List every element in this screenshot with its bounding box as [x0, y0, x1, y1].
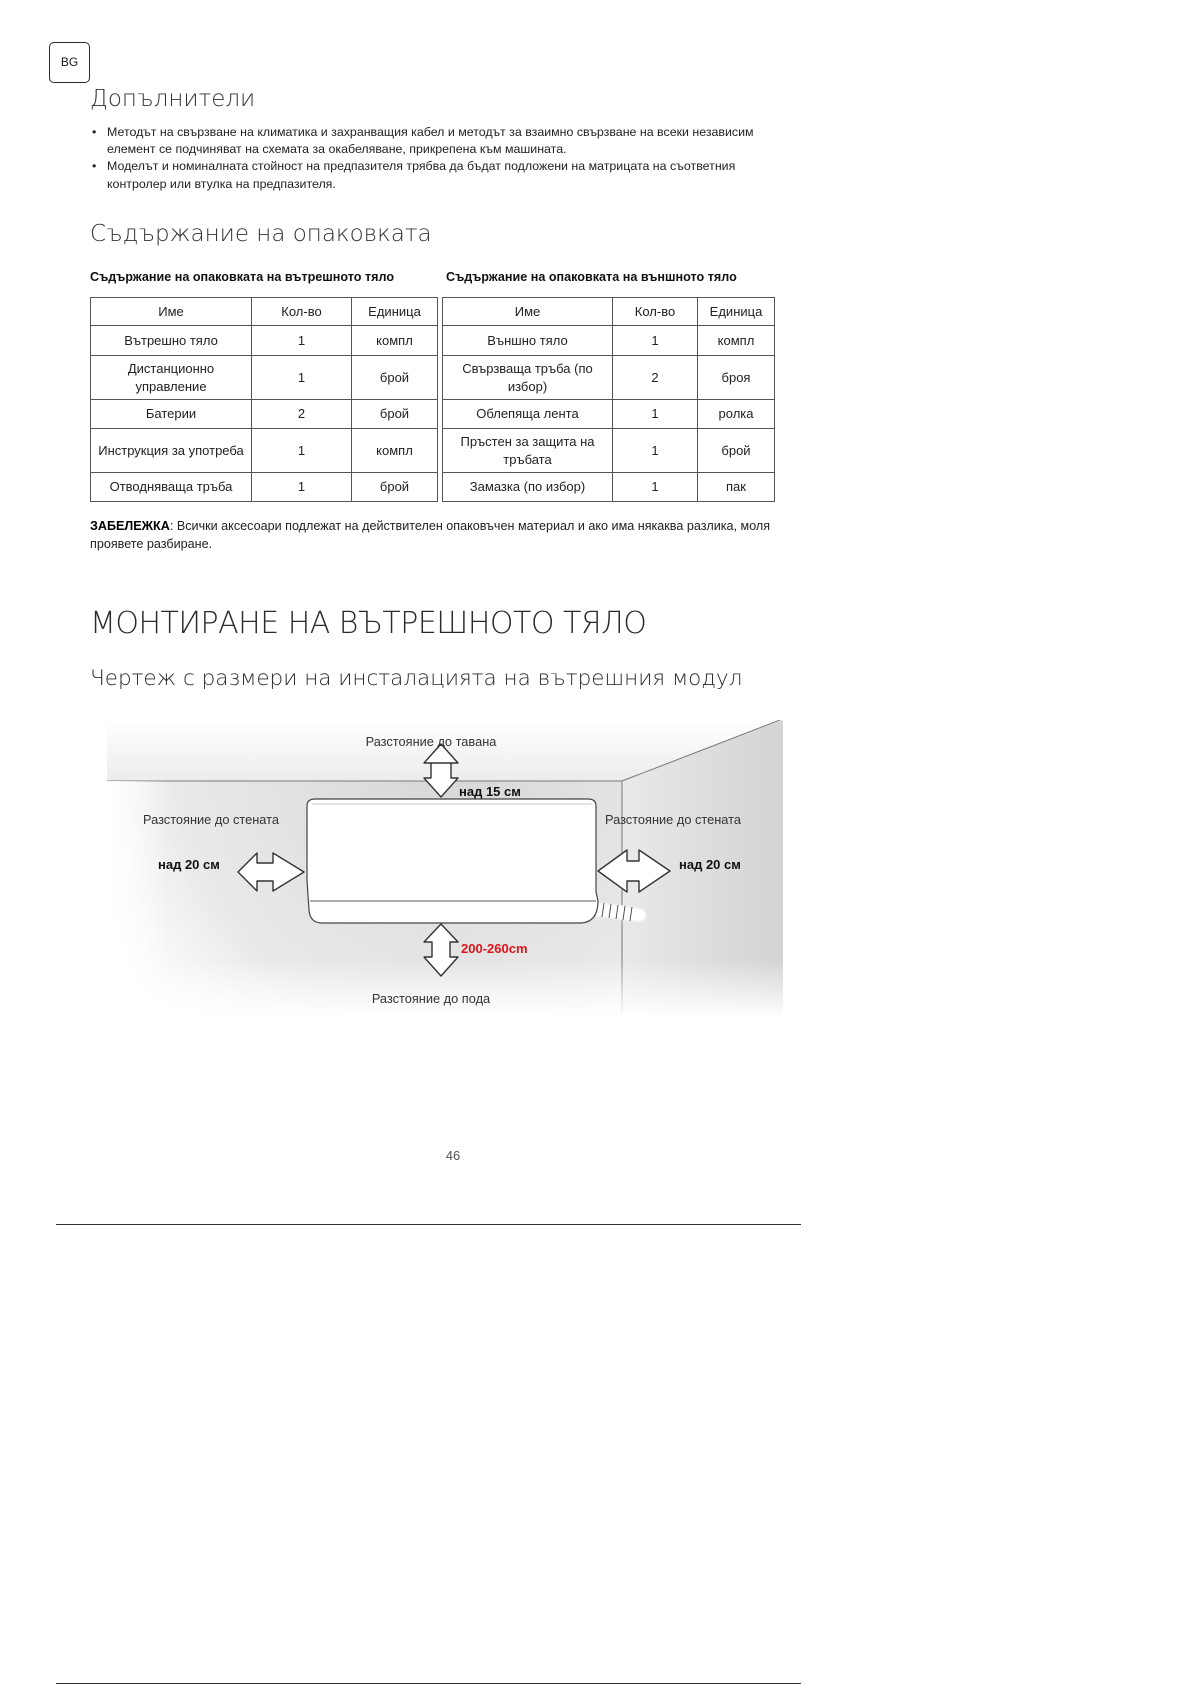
right-wall-distance-value: над 20 см — [679, 857, 741, 872]
item-name: Инструкция за употреба — [91, 429, 252, 473]
ceiling-distance-value: над 15 см — [459, 784, 521, 799]
item-unit: компл — [352, 326, 438, 356]
column-header: Кол-во — [252, 298, 352, 326]
column-header: Кол-во — [613, 298, 698, 326]
item-unit: брой — [352, 356, 438, 400]
item-name: Вътрешно тяло — [91, 326, 252, 356]
item-name: Отводняваща тръба — [91, 473, 252, 502]
item-quantity: 1 — [252, 473, 352, 502]
table-row — [443, 356, 775, 400]
left-wall-distance-value: над 20 см — [158, 857, 220, 872]
item-quantity: 1 — [252, 356, 352, 400]
item-quantity: 1 — [613, 429, 698, 473]
indoor-package-table — [90, 297, 438, 502]
language-badge: BG — [49, 42, 90, 83]
table-row — [443, 400, 775, 429]
item-name: Облепяща лента — [443, 400, 613, 429]
item-quantity: 2 — [613, 356, 698, 400]
table-header-row — [91, 298, 438, 326]
item-unit: компл — [352, 429, 438, 473]
note-label: ЗАБЕЛЕЖКА — [90, 519, 170, 533]
item-name: Замазка (по избор) — [443, 473, 613, 502]
floor-distance-label: Разстояние до пода — [371, 991, 491, 1006]
installation-subtitle: Чертеж с размери на инсталацията на вътрешния модул — [90, 666, 743, 691]
page-number: 46 — [445, 1148, 461, 1163]
extras-bullet: • Методът на свързване на климатика и захранващия кабел и методът за взаимно свързване на всеки независим елемент се подчиняват на схемата за окабеляване, прикрепена към машината. — [92, 124, 792, 158]
ceiling-distance-label: Разстояние до тавана — [365, 734, 497, 749]
item-quantity: 1 — [252, 429, 352, 473]
item-unit: брой — [352, 400, 438, 429]
outdoor-table-caption: Съдържание на опаковката на външното тяло — [446, 270, 737, 284]
item-unit: компл — [698, 326, 775, 356]
item-quantity: 1 — [613, 473, 698, 502]
item-unit: пак — [698, 473, 775, 502]
item-name: Дистанционно управление — [91, 356, 252, 400]
item-name: Батерии — [91, 400, 252, 429]
table-row — [91, 429, 438, 473]
table-row — [443, 473, 775, 502]
item-name: Свързваща тръба (по избор) — [443, 356, 613, 400]
indoor-table-caption: Съдържание на опаковката на вътрешното тяло — [90, 270, 395, 284]
extras-bullet-list — [92, 124, 792, 193]
item-unit: ролка — [698, 400, 775, 429]
table-row — [91, 326, 438, 356]
page-divider — [56, 1224, 801, 1225]
outdoor-package-table — [442, 297, 775, 502]
table-row — [91, 473, 438, 502]
item-unit: броя — [698, 356, 775, 400]
column-header: Име — [91, 298, 252, 326]
table-row — [443, 326, 775, 356]
left-wall-distance-label: Разстояние до стената — [143, 812, 279, 827]
table-header-row — [443, 298, 775, 326]
item-quantity: 1 — [252, 326, 352, 356]
column-header: Единица — [352, 298, 438, 326]
item-unit: брой — [352, 473, 438, 502]
table-row — [91, 356, 438, 400]
installation-title: МОНТИРАНЕ НА ВЪТРЕШНОТО ТЯЛО — [90, 606, 647, 641]
extras-heading: Допълнители — [90, 86, 256, 112]
item-quantity: 2 — [252, 400, 352, 429]
column-header: Единица — [698, 298, 775, 326]
item-quantity: 1 — [613, 400, 698, 429]
item-quantity: 1 — [613, 326, 698, 356]
item-name: Външно тяло — [443, 326, 613, 356]
package-heading: Съдържание на опаковката — [90, 221, 432, 247]
right-wall-distance-label: Разстояние до стената — [605, 812, 741, 827]
item-name: Пръстен за защита на тръбата — [443, 429, 613, 473]
note-text: : Всички аксесоари подлежат на действителен опаковъчен материал и ако има някаква разлика, моля проявете разбиране. — [90, 519, 771, 551]
floor-height-value: 200-260cm — [461, 941, 528, 956]
indoor-unit-icon — [307, 799, 598, 923]
table-row — [91, 400, 438, 429]
item-unit: брой — [698, 429, 775, 473]
installation-clearance-diagram — [107, 720, 783, 1018]
column-header: Име — [443, 298, 613, 326]
package-note — [90, 517, 790, 553]
extras-bullet: • Моделът и номиналната стойност на предпазителя трябва да бъдат подложени на матрицата на съответния контролер или втулка на предпазителя. — [92, 158, 792, 192]
table-row — [443, 429, 775, 473]
